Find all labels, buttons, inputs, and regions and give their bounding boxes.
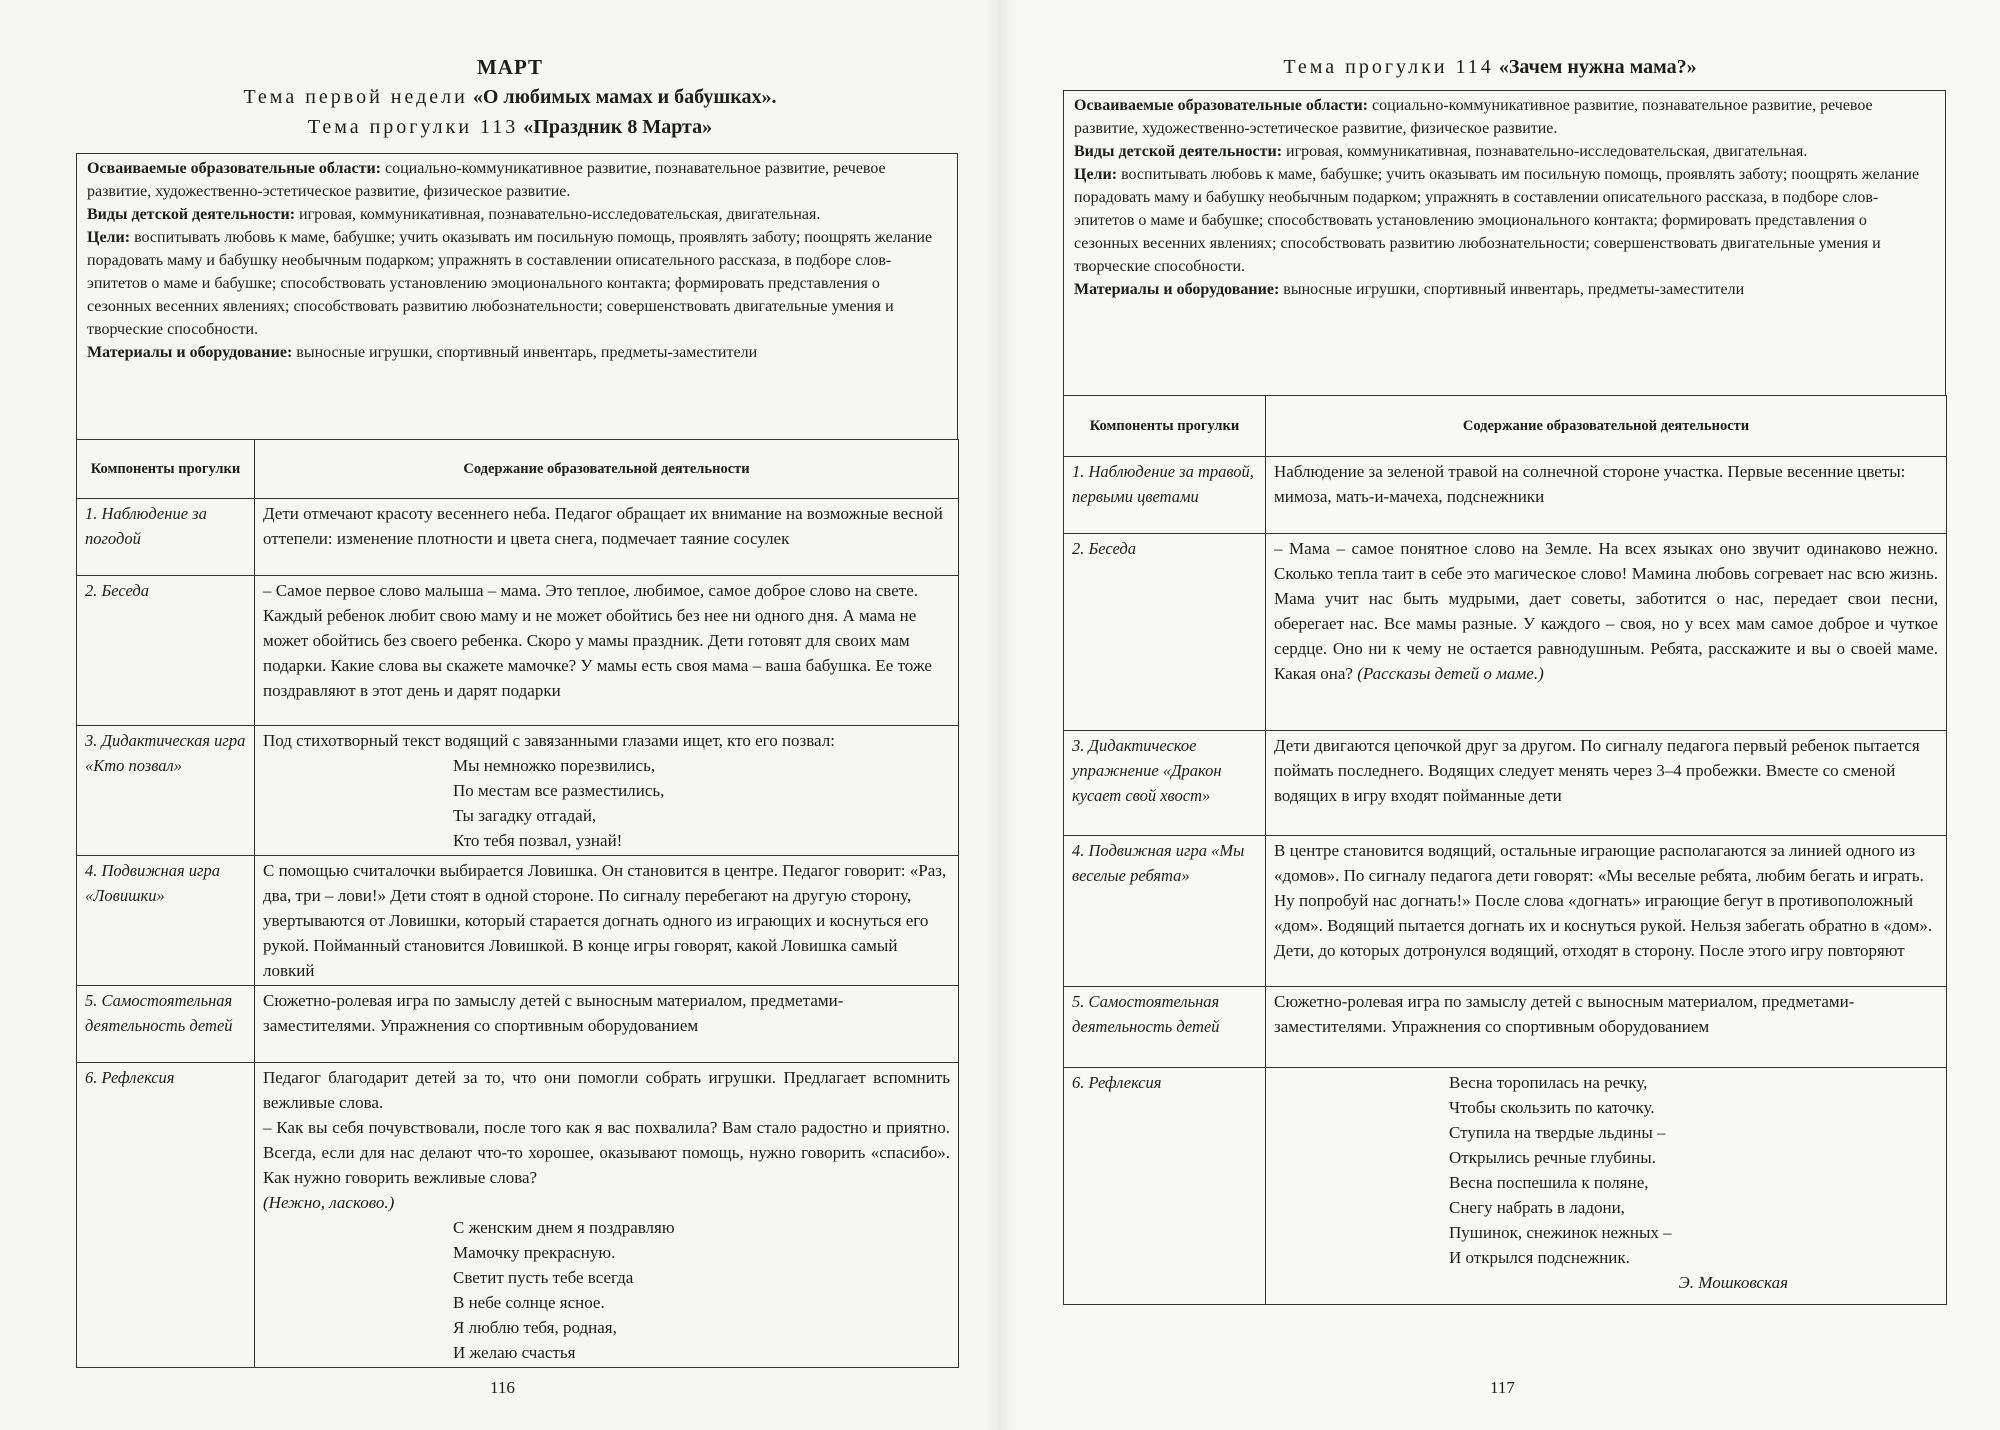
- walk-topic: [1030, 52, 1950, 82]
- areas-text: социально-коммуникативное развитие, познавательное развитие, речевое развитие, художественно-эстетическое развитие, физическое развитие.: [1074, 97, 1873, 137]
- answer-note: (Рассказы детей о маме.): [1357, 664, 1544, 683]
- component-cell: 5. Самостоятельная деятельность детей: [1064, 987, 1266, 1068]
- activity-table: [76, 439, 959, 1368]
- content-cell: С помощью считалочки выбирается Ловишка. Он становится в центре. Педагог говорит: «Раз, два, три – лови!» Дети стоят в одной стороне. По сигналу перебегают на другую сторону, увертываются от Ловишки, который старается догнать одного из играющих и коснуться его рукой. Пойманный становится Ловишкой. В конце игры говорят, какой Ловишка самый ловкий: [255, 856, 959, 986]
- content-cell: В центре становится водящий, остальные играющие располагаются за линией одного из «домов». По сигналу педагога дети говорят: «Мы веселые ребята, любим бегать и играть. Ну попробуй нас догнать!» После слова «догнать» играющие бегут в противоположный «дом». Водящий пытается догнать их и коснуться рукой. Нельзя забегать обратно в «дом». Дети, до которых дотронулся водящий, отходят в сторону. После этого игру повторяют: [1266, 836, 1947, 987]
- component-cell: 4. Подвижная игра «Ловишки»: [77, 856, 255, 986]
- answer-note: (Нежно, ласково.): [263, 1193, 395, 1212]
- component-cell: 3. Дидактическая игра «Кто позвал»: [77, 726, 255, 856]
- verse-line: Я люблю тебя, родная,: [453, 1318, 617, 1337]
- content-text-2: – Как вы себя почувствовали, после того как я вас похвалила? Вам стало радостно и приятно. Всегда, если для нас делают что-то хорошее, оказывают помощь, нужно говорить «спасибо». Как нужно говорить вежливые слова?: [263, 1118, 950, 1187]
- goals-text: воспитывать любовь к маме, бабушке; учить оказывать им посильную помощь, проявлять заботу; поощрять желание порадовать маму и бабушку необычным подарком; упражнять в составлении описательного рассказа, в подборе слов-эпитетов о маме и бабушке; способствовать установлению эмоционального контакта; формировать представления о сезонных весенних явлениях; способствовать развитию любознательности; совершенствовать двигательные умения и творческие способности.: [87, 229, 933, 338]
- page-number: 116: [490, 1378, 515, 1397]
- components-header: Компоненты прогулки: [77, 440, 255, 499]
- component-cell: 1. Наблюдение за травой, первыми цветами: [1064, 457, 1266, 534]
- activities-text: игровая, коммуникативная, познавательно-исследовательская, двигательная.: [295, 206, 821, 223]
- component-cell: 6. Рефлексия: [1064, 1068, 1266, 1305]
- areas-paragraph: [87, 157, 947, 203]
- verse-line: Открылись речные глубины.: [1449, 1148, 1656, 1167]
- materials-paragraph: [87, 341, 947, 364]
- book-gutter: [985, 0, 1015, 1430]
- table-row: [77, 576, 959, 726]
- verse-line: Ступила на твердые льдины –: [1449, 1123, 1666, 1142]
- activity-table: [1063, 395, 1947, 1305]
- table-row: [77, 986, 959, 1063]
- activities-paragraph: [1074, 140, 1935, 163]
- verse-line: Кто тебя позвал, узнай!: [453, 831, 623, 850]
- materials-text: выносные игрушки, спортивный инвентарь, предметы-заместители: [292, 344, 758, 361]
- component-cell: 1. Наблюдение за погодой: [77, 499, 255, 576]
- content-text: Педагог благодарит детей за то, что они помогли собрать игрушки. Предлагает вспомнить вежливые слова.: [263, 1068, 950, 1112]
- goals-label: Цели:: [1074, 166, 1118, 183]
- content-cell: [1266, 534, 1947, 731]
- table-row: [77, 499, 959, 576]
- materials-text: выносные игрушки, спортивный инвентарь, предметы-заместители: [1279, 281, 1745, 298]
- content-cell: [255, 726, 959, 856]
- week-title: «О любимых мамах и бабушках».: [472, 86, 777, 108]
- verse-line: И желаю счастья: [453, 1343, 576, 1362]
- materials-label: Материалы и оборудование:: [87, 344, 293, 361]
- left-heading: [60, 52, 960, 142]
- component-cell: 2. Беседа: [77, 576, 255, 726]
- content-cell: Наблюдение за зеленой травой на солнечной стороне участка. Первые весенние цветы: мимоза, мать-и-мачеха, подснежники: [1266, 457, 1947, 534]
- component-cell: 2. Беседа: [1064, 534, 1266, 731]
- verse-line: Весна поспешила к поляне,: [1449, 1173, 1649, 1192]
- table-row: [1064, 457, 1947, 534]
- content-cell: Сюжетно-ролевая игра по замыслу детей с выносным материалом, предметами-заместителями. Упражнения со спортивным оборудованием: [1266, 987, 1947, 1068]
- activities-paragraph: [87, 203, 947, 226]
- poem-author: Э. Мошковская: [1678, 1273, 1788, 1292]
- table-row: [1064, 1068, 1947, 1305]
- components-header: Компоненты прогулки: [1064, 396, 1266, 457]
- table-header-row: [1064, 396, 1947, 457]
- verse-block: [263, 753, 950, 853]
- topic-title: «Праздник 8 Марта»: [523, 116, 713, 138]
- goals-paragraph: [87, 226, 947, 341]
- week-theme: [60, 82, 960, 112]
- table-row: [77, 1063, 959, 1368]
- topic-title: «Зачем нужна мама?»: [1498, 56, 1697, 78]
- areas-label: Осваиваемые образовательные области:: [87, 160, 381, 177]
- goals-paragraph: [1074, 163, 1935, 278]
- verse-line: Снегу набрать в ладони,: [1449, 1198, 1625, 1217]
- verse-line: Ты загадку отгадай,: [453, 806, 597, 825]
- activities-text: игровая, коммуникативная, познавательно-исследовательская, двигательная.: [1282, 143, 1808, 160]
- component-cell: 4. Подвижная игра «Мы веселые ребята»: [1064, 836, 1266, 987]
- component-cell: 6. Рефлексия: [77, 1063, 255, 1368]
- verse-line: Весна торопилась на речку,: [1449, 1073, 1648, 1092]
- table-row: [1064, 987, 1947, 1068]
- month-title: МАРТ: [476, 55, 544, 79]
- content-cell: – Самое первое слово малыша – мама. Это теплое, любимое, самое доброе слово на свете. Каждый ребенок любит свою маму и не может обойтись без нее ни одного дня. А мама не может обойтись без своего ребенка. Скоро у мамы праздник. Дети готовят для своих мам подарки. Какие слова вы скажете мамочке? У мамы есть своя мама – ваша бабушка. Ее тоже поздравляют в этот день и дарят подарки: [255, 576, 959, 726]
- component-cell: 5. Самостоятельная деятельность детей: [77, 986, 255, 1063]
- table-row: [77, 726, 959, 856]
- areas-label: Осваиваемые образовательные области:: [1074, 97, 1368, 114]
- topic-label: Тема прогулки 113: [307, 116, 519, 138]
- table-row: [1064, 731, 1947, 836]
- right-heading: [1030, 52, 1950, 82]
- content-text: Под стихотворный текст водящий с завязанными глазами ищет, кто его позвал:: [263, 731, 835, 750]
- verse-block: [1274, 1070, 1938, 1270]
- verse-line: Пушинок, снежинок нежных –: [1449, 1223, 1672, 1242]
- table-row: [1064, 534, 1947, 731]
- topic-label: Тема прогулки 114: [1283, 56, 1494, 78]
- verse-line: Мамочку прекрасную.: [453, 1243, 616, 1262]
- goals-label: Цели:: [87, 229, 131, 246]
- content-header: Содержание образовательной деятельности: [1266, 396, 1947, 457]
- materials-paragraph: [1074, 278, 1935, 301]
- week-label: Тема первой недели: [243, 86, 468, 108]
- verse-block: [263, 1215, 950, 1365]
- content-header: Содержание образовательной деятельности: [255, 440, 959, 499]
- goals-text: воспитывать любовь к маме, бабушке; учить оказывать им посильную помощь, проявлять заботу; поощрять желание порадовать маму и бабушку необычным подарком; упражнять в составлении описательного рассказа, в подборе слов-эпитетов о маме и бабушке; способствовать установлению эмоционального контакта; формировать представления о сезонных весенних явлениях; способствовать развитию любознательности; совершенствовать двигательные умения и творческие способности.: [1074, 166, 1920, 275]
- table-row: [1064, 836, 1947, 987]
- verse-line: Мы немножко порезвились,: [453, 756, 656, 775]
- content-cell: Дети отмечают красоту весеннего неба. Педагог обращает их внимание на возможные весной оттепели: изменение плотности и цвета снега, подмечает таяние сосулек: [255, 499, 959, 576]
- content-cell: [1266, 1068, 1947, 1305]
- table-header-row: [77, 440, 959, 499]
- materials-label: Материалы и оборудование:: [1074, 281, 1280, 298]
- verse-line: В небе солнце ясное.: [453, 1293, 605, 1312]
- page-number: 117: [1490, 1378, 1515, 1397]
- verse-line: По местам все разместились,: [453, 781, 665, 800]
- activities-label: Виды детской деятельности:: [1074, 143, 1283, 160]
- right-page: [1000, 0, 2000, 1430]
- verse-line: Светит пусть тебе всегда: [453, 1268, 634, 1287]
- content-text: [1274, 536, 1938, 686]
- areas-text: социально-коммуникативное развитие, познавательное развитие, речевое развитие, художественно-эстетическое развитие, физическое развитие.: [87, 160, 886, 200]
- objectives-box: [1063, 90, 1946, 395]
- verse-line: Чтобы скользить по каточку.: [1449, 1098, 1655, 1117]
- activities-label: Виды детской деятельности:: [87, 206, 296, 223]
- verse-line: И открылся подснежник.: [1449, 1248, 1630, 1267]
- content-cell: [255, 1063, 959, 1368]
- content-cell: Дети двигаются цепочкой друг за другом. По сигналу педагога первый ребенок пытается поймать последнего. Водящих следует менять через 3–4 пробежки. Вместе со сменой водящих в игру входят пойманные дети: [1266, 731, 1947, 836]
- component-cell: 3. Дидактическое упражнение «Дракон кусает свой хвост»: [1064, 731, 1266, 836]
- conversation-text: – Мама – самое понятное слово на Земле. На всех языках оно звучит одинаково нежно. Сколько тепла таит в себе это магическое слово! Мамина любовь согревает нас всю жизнь. Мама учит нас быть мудрыми, дает советы, заботится о нас, передает свои песни, оберегает нас. Все мамы разные. У каждого – своя, но у всех мам самое доброе и чуткое сердце. Оно ни к чему не остается равнодушным. Ребята, расскажите и вы о своей маме. Какая она?: [1274, 539, 1938, 683]
- walk-topic: [60, 112, 960, 142]
- table-row: [77, 856, 959, 986]
- areas-paragraph: [1074, 94, 1935, 140]
- verse-line: С женским днем я поздравляю: [453, 1218, 675, 1237]
- content-cell: Сюжетно-ролевая игра по замыслу детей с выносным материалом, предметами-заместителями. Упражнения со спортивным оборудованием: [255, 986, 959, 1063]
- objectives-box: [76, 153, 958, 439]
